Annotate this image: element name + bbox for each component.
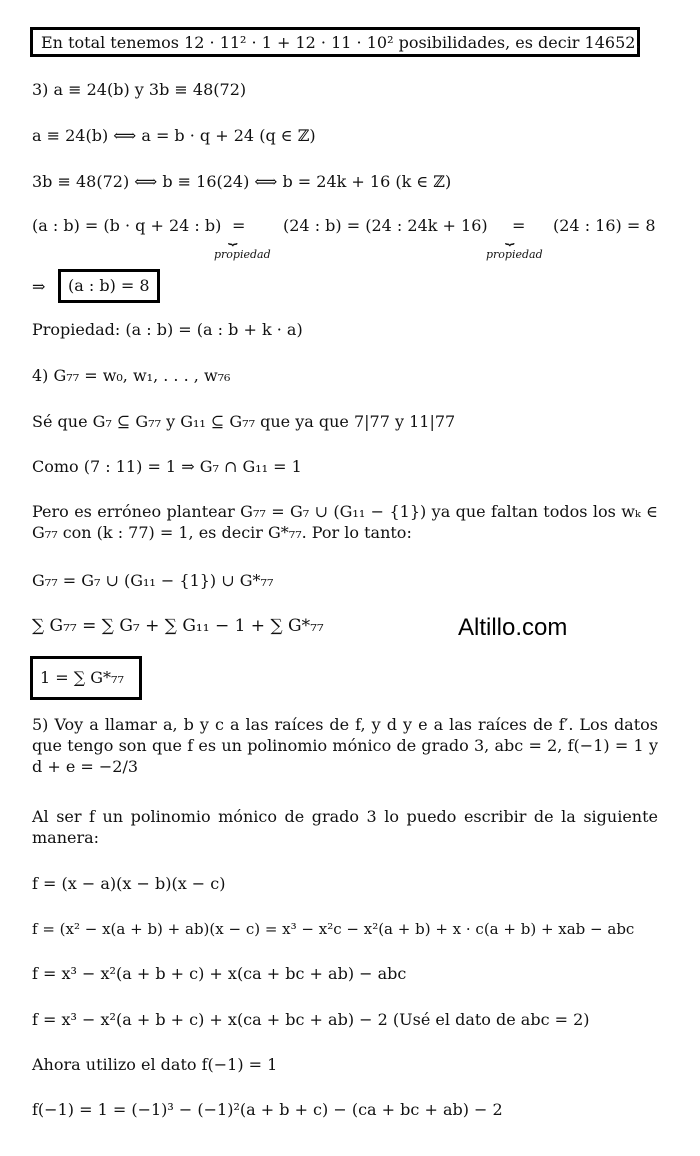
expanded-form-3: f = x³ − x²(a + b + c) + x(ca + bc + ab) − 2 (Usé el dato de abc = 2) bbox=[32, 1010, 590, 1029]
underbrace-2: ⏟ bbox=[505, 226, 515, 245]
union-decomposition: G₇₇ = G₇ ∪ (G₁₁ − {1}) ∪ G*₇₇ bbox=[32, 571, 274, 590]
problem-3-statement: 3) a ≡ 24(b) y 3b ≡ 48(72) bbox=[32, 80, 247, 99]
sum-decomposition: ∑ G₇₇ = ∑ G₇ + ∑ G₁₁ − 1 + ∑ G*₇₇ bbox=[32, 616, 324, 636]
equals-propiedad-2: = bbox=[512, 216, 526, 235]
total-result-box bbox=[30, 27, 640, 57]
problem-4-statement: 4) G₇₇ = w₀, w₁, . . . , w₇₆ bbox=[32, 366, 231, 385]
total-result-text: En total tenemos 12 · 11² · 1 + 12 · 11 · 10² posibilidades, es decir 14652. bbox=[41, 33, 641, 52]
implies-arrow: ⇒ bbox=[32, 277, 46, 296]
gcd-chain-part2: (24 : b) = (24 : 24k + 16) bbox=[283, 216, 488, 235]
congruence-b: 3b ≡ 48(72) ⟺ b ≡ 16(24) ⟺ b = 24k + 16 (k ∈ ℤ) bbox=[32, 172, 452, 191]
erroneous-claim-paragraph: Pero es erróneo plantear G₇₇ = G₇ ∪ (G₁₁ − {1}) ya que faltan todos los wₖ ∈ G₇₇ con (k : 77) = 1, es decir G*₇₇. Por lo tanto: bbox=[32, 502, 658, 542]
use-f-minus-1: Ahora utilizo el dato f(−1) = 1 bbox=[32, 1055, 278, 1074]
gcd-result-text: (a : b) = 8 bbox=[68, 276, 150, 295]
propiedad-label-1: propiedad bbox=[214, 248, 271, 261]
intersection-statement: Como (7 : 11) = 1 ⇒ G₇ ∩ G₁₁ = 1 bbox=[32, 457, 302, 476]
expanded-form-1: f = (x² − x(a + b) + ab)(x − c) = x³ − x²c − x²(a + b) + x · c(a + b) + xab − abc bbox=[32, 920, 635, 938]
gcd-chain-part1: (a : b) = (b · q + 24 : b) bbox=[32, 216, 222, 235]
equals-propiedad-1: = bbox=[232, 216, 246, 235]
problem-5-paragraph: 5) Voy a llamar a, b y c a las raíces de f, y d y e a las raíces de f′. Los datos que tengo son que f es un polinomio mónico de grado 3, abc = 2, f(−1) = 1 y d + e = −2/3 bbox=[32, 715, 658, 776]
subgroup-inclusion: Sé que G₇ ⊆ G₇₇ y G₁₁ ⊆ G₇₇ que ya que 7|77 y 11|77 bbox=[32, 412, 456, 431]
factorized-form: f = (x − a)(x − b)(x − c) bbox=[32, 874, 226, 893]
monic-polynomial-paragraph: Al ser f un polinomio mónico de grado 3 lo puedo escribir de la siguiente manera: bbox=[32, 807, 658, 847]
gcd-chain-part3: (24 : 16) = 8 bbox=[553, 216, 656, 235]
altillo-watermark: Altillo.com bbox=[458, 614, 568, 641]
propiedad-statement: Propiedad: (a : b) = (a : b + k · a) bbox=[32, 320, 303, 339]
congruence-a: a ≡ 24(b) ⟺ a = b · q + 24 (q ∈ ℤ) bbox=[32, 126, 316, 145]
sum-result-box bbox=[30, 656, 142, 700]
sum-result-text: 1 = ∑ G*₇₇ bbox=[40, 668, 124, 687]
gcd-result-box bbox=[58, 269, 160, 303]
evaluation-f-minus-1: f(−1) = 1 = (−1)³ − (−1)²(a + b + c) − (ca + bc + ab) − 2 bbox=[32, 1100, 503, 1119]
expanded-form-2: f = x³ − x²(a + b + c) + x(ca + bc + ab) − abc bbox=[32, 964, 407, 983]
underbrace-1: ⏟ bbox=[228, 226, 238, 245]
propiedad-label-2: propiedad bbox=[486, 248, 543, 261]
